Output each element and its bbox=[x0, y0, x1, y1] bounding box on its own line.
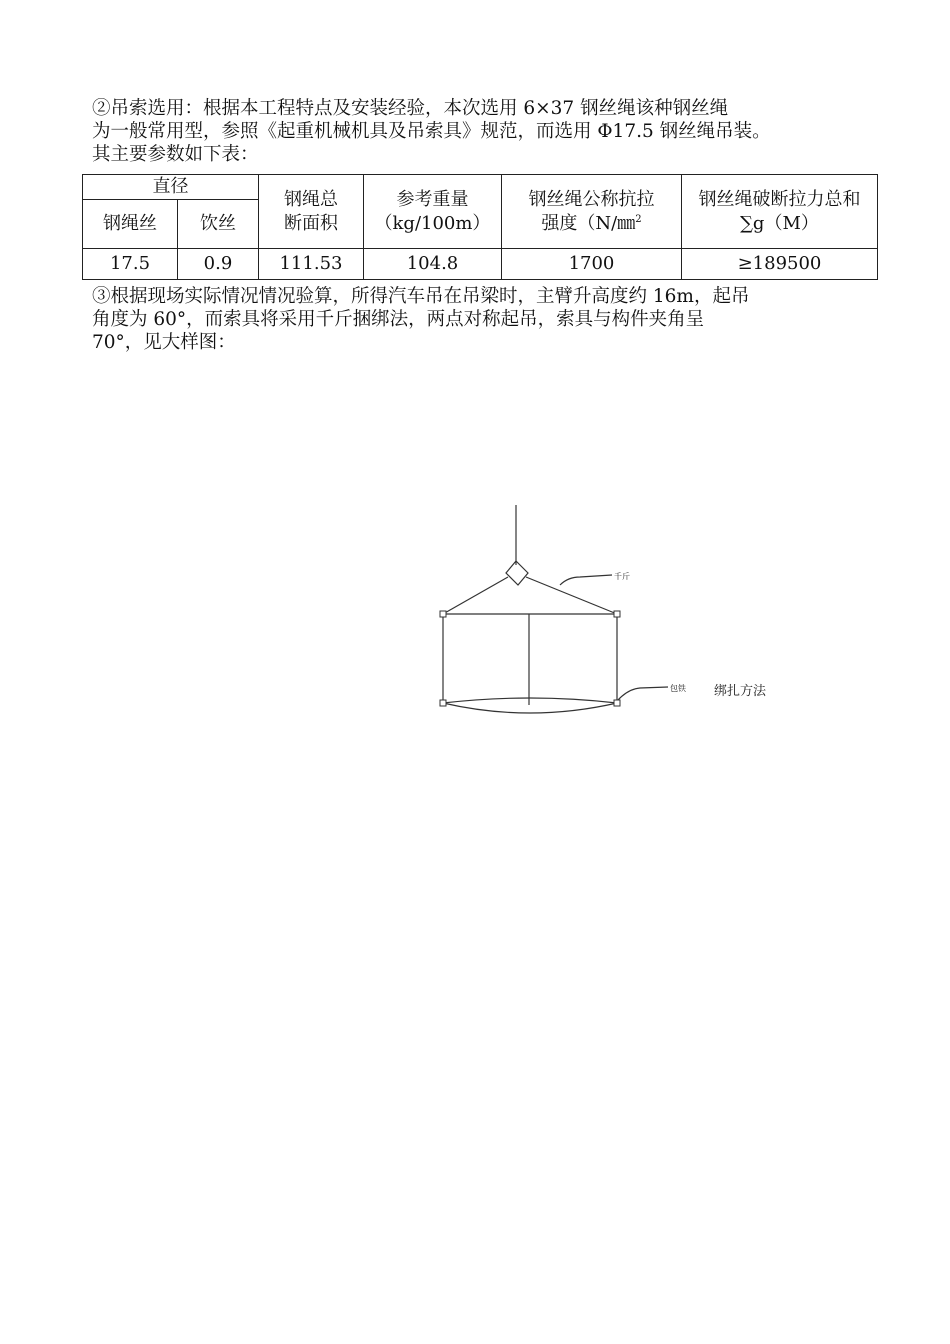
table-header-row-1 bbox=[83, 175, 878, 200]
para1-line2: 为一般常用型，参照《起重机械机具及吊索具》规范，而选用 Φ17.5 钢丝绳吊装。 bbox=[92, 121, 771, 142]
label-pad: 包铁 bbox=[670, 684, 686, 693]
header-rope-strand: 钢绳丝 bbox=[83, 200, 178, 249]
para2-line1: ③根据现场实际情况情况验算，所得汽车吊在吊梁时，主臂升高度约 16m，起吊 bbox=[92, 286, 750, 307]
cell-area: 111.53 bbox=[258, 249, 363, 280]
para2-line2: 角度为 60°，而索具将采用千斤捆绑法，两点对称起吊，索具与构件夹角呈 bbox=[92, 309, 705, 330]
header-reference-weight bbox=[363, 175, 501, 249]
corner-pad-bottom-left bbox=[440, 700, 446, 706]
cell-weight: 104.8 bbox=[363, 249, 501, 280]
header-breaking-force bbox=[681, 175, 877, 249]
header-wire: 饮丝 bbox=[178, 200, 259, 249]
paragraph-sling-selection bbox=[92, 97, 870, 166]
leader-pad bbox=[617, 687, 668, 701]
header-diameter: 直径 bbox=[83, 175, 259, 200]
para1-line1: ②吊索选用：根据本工程特点及安装经验，本次选用 6×37 钢丝绳该种钢丝绳 bbox=[92, 98, 729, 119]
para1-line3: 其主要参数如下表： bbox=[92, 144, 259, 165]
header-weight-line2: （kg/100m） bbox=[374, 212, 491, 234]
header-break-line2: ∑g（M） bbox=[740, 212, 819, 234]
header-weight-line1: 参考重量 bbox=[396, 188, 469, 210]
corner-pad-top-left bbox=[440, 611, 446, 617]
header-area-line2: 断面积 bbox=[283, 212, 338, 234]
header-tensile-strength bbox=[501, 175, 681, 249]
beam-bottom-edge bbox=[443, 698, 617, 703]
corner-pad-top-right bbox=[614, 611, 620, 617]
binding-method-diagram bbox=[430, 505, 775, 720]
header-strength-line1: 钢丝绳公称抗拉 bbox=[528, 188, 655, 210]
sling-right bbox=[526, 577, 617, 614]
header-strength-superscript: 2 bbox=[635, 213, 642, 225]
cell-strength: 1700 bbox=[501, 249, 681, 280]
diagram-caption: 绑扎方法 bbox=[714, 684, 767, 699]
sling-left bbox=[443, 577, 508, 614]
header-strength-line2: 强度（N/㎜ bbox=[541, 212, 636, 234]
sling-bottom-wrap bbox=[443, 703, 617, 713]
corner-pad-bottom-right bbox=[614, 700, 620, 706]
header-total-area bbox=[258, 175, 363, 249]
label-sling: 千斤 bbox=[614, 572, 630, 581]
header-break-line1: 钢丝绳破断拉力总和 bbox=[698, 188, 861, 210]
header-area-line1: 钢绳总 bbox=[283, 188, 338, 210]
table-row bbox=[83, 249, 878, 280]
hook-shackle bbox=[506, 561, 528, 585]
wire-rope-parameters-table bbox=[82, 174, 878, 280]
para2-line3: 70°，见大样图： bbox=[92, 332, 236, 353]
paragraph-lifting-check bbox=[92, 285, 870, 354]
leader-sling bbox=[560, 575, 612, 585]
cell-rope: 17.5 bbox=[83, 249, 178, 280]
cell-wire: 0.9 bbox=[178, 249, 259, 280]
cell-break: ≥189500 bbox=[681, 249, 877, 280]
